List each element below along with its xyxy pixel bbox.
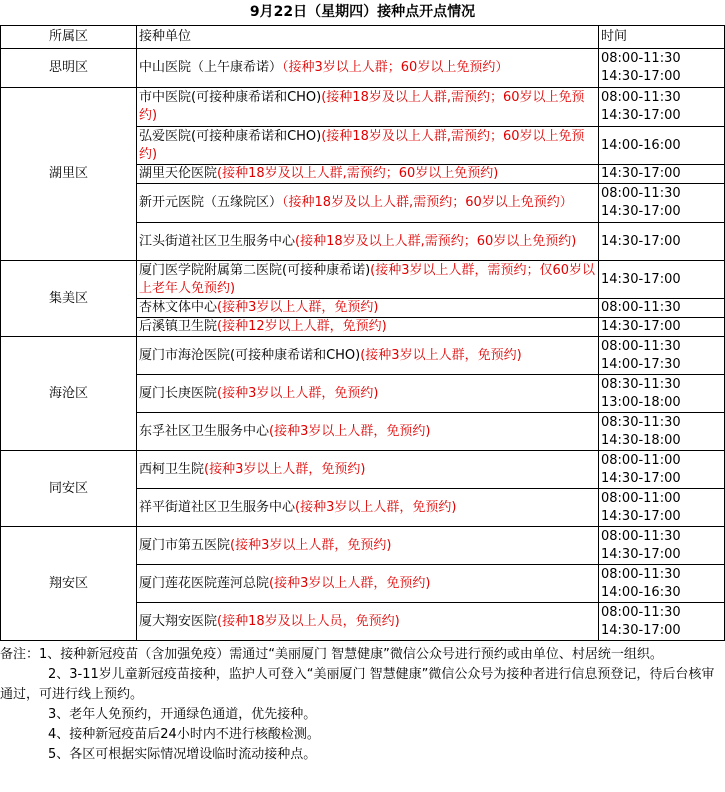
time-cell — [599, 527, 725, 565]
note-1: 备注：1、接种新冠疫苗（含加强免疫）需通过“美丽厦门 智慧健康”微信公众号进行预约或由单位、村居统一组织。 — [0, 647, 663, 662]
site-note: (接种3岁以上人群，免预约) — [269, 423, 431, 439]
site-note: (接种3岁以上人群，免预约) — [230, 537, 392, 553]
time-cell — [599, 603, 725, 641]
time-cell — [599, 165, 725, 184]
column-header-time: 时间 — [599, 26, 725, 49]
site-note: (接种18岁及以上人群,需预约；60岁以上免预约) — [217, 166, 499, 181]
site-note: (接种18岁及以上人群,需预约；60岁以上免预约) — [139, 128, 585, 162]
time-cell — [599, 88, 725, 127]
time-slot: 08:00-11:30 — [601, 604, 681, 620]
time-cell — [599, 565, 725, 603]
site-cell — [137, 337, 599, 375]
site-name: 厦门市第五医院 — [139, 537, 231, 553]
time-slot: 08:00-11:30 — [601, 90, 681, 105]
header-row — [1, 26, 725, 49]
time-slot: 08:00-11:00 — [601, 452, 681, 468]
note-5: 5、各区可根据实际情况增设临时流动接种点。 — [48, 747, 317, 762]
column-header-district: 所属区 — [1, 26, 137, 49]
time-cell — [599, 261, 725, 299]
site-cell — [137, 603, 599, 641]
time-slot: 14:30-17:00 — [601, 622, 681, 638]
site-note: （接种3岁以上人群；60岁以上免预约） — [282, 60, 509, 75]
site-cell — [137, 527, 599, 565]
time-slot: 14:30-17:00 — [601, 470, 681, 486]
time-cell — [599, 489, 725, 527]
site-name: 厦门医学院附属第二医院(可接种康希诺) — [139, 262, 371, 278]
site-cell — [137, 565, 599, 603]
site-cell — [137, 451, 599, 489]
site-cell — [137, 299, 599, 318]
time-slot: 08:00-11:30 — [601, 51, 681, 66]
site-note: (接种3岁以上人群，免预约) — [360, 347, 522, 363]
site-note: (接种3岁以上人群，免预约) — [295, 499, 457, 515]
site-note: (接种3岁以上人群，免预约) — [269, 575, 431, 591]
site-name: 杏林文体中心 — [139, 300, 218, 315]
time-slot: 08:00-11:00 — [601, 490, 681, 506]
site-cell — [137, 165, 599, 184]
time-slot: 14:30-18:00 — [601, 432, 681, 448]
time-cell — [599, 127, 725, 165]
time-slot: 14:30-17:00 — [601, 271, 681, 287]
site-note: (接种18岁及以上人群,需预约；60岁以上免预约) — [139, 90, 585, 123]
district-cell: 翔安区 — [1, 527, 137, 641]
site-note: (接种3岁以上人群，免预约) — [204, 461, 366, 477]
table-row — [1, 88, 725, 127]
site-name: 祥平街道社区卫生服务中心 — [139, 499, 296, 515]
vaccination-sites-table — [0, 25, 725, 641]
time-cell — [599, 375, 725, 413]
site-name: 厦大翔安医院 — [139, 613, 218, 629]
time-cell — [599, 184, 725, 223]
district-cell: 海沧区 — [1, 337, 137, 451]
site-note: （接种18岁及以上人群,需预约；60岁以上免预约） — [282, 195, 573, 210]
site-name: 厦门长庚医院 — [139, 385, 218, 401]
site-name: 东孚社区卫生服务中心 — [139, 423, 270, 439]
time-cell — [599, 451, 725, 489]
time-slot: 08:00-11:30 — [601, 338, 681, 354]
time-slot: 13:00-18:00 — [601, 394, 681, 410]
district-cell: 同安区 — [1, 451, 137, 527]
time-slot: 08:00-11:30 — [601, 528, 681, 544]
time-cell — [599, 337, 725, 375]
time-slot: 14:00-16:00 — [601, 137, 681, 153]
district-cell: 集美区 — [1, 261, 137, 337]
time-slot: 08:30-11:30 — [601, 414, 681, 430]
site-note: (接种18岁及以上人群,需预约；60岁以上免预约) — [295, 233, 577, 249]
site-name: 厦门市海沧医院(可接种康希诺和CHO) — [139, 347, 361, 363]
time-cell — [599, 299, 725, 318]
time-cell — [599, 318, 725, 337]
district-cell: 湖里区 — [1, 88, 137, 261]
site-note: (接种18岁及以上人员，免预约) — [217, 613, 400, 629]
site-name: 中山医院（上午康希诺） — [139, 60, 283, 75]
site-name: 厦门莲花医院莲河总院 — [139, 575, 270, 591]
time-slot: 08:00-11:30 — [601, 566, 681, 582]
site-note: (接种12岁以上人群，免预约) — [217, 319, 387, 334]
time-slot: 14:00-17:30 — [601, 356, 681, 372]
site-cell — [137, 413, 599, 451]
time-slot: 08:00-11:30 — [601, 186, 681, 201]
site-name: 后溪镇卫生院 — [139, 319, 218, 334]
site-name: 江头街道社区卫生服务中心 — [139, 233, 296, 249]
site-cell — [137, 127, 599, 165]
time-slot: 08:30-11:30 — [601, 376, 681, 392]
site-name: 弘爱医院(可接种康希诺和CHO) — [139, 128, 322, 144]
site-name: 湖里天伦医院 — [139, 166, 218, 181]
time-slot: 14:30-17:00 — [601, 319, 681, 334]
table-row — [1, 451, 725, 489]
column-header-unit: 接种单位 — [137, 26, 599, 49]
table-row — [1, 527, 725, 565]
site-note: (接种3岁以上人群，免预约) — [217, 300, 379, 315]
table-row — [1, 49, 725, 88]
note-4: 4、接种新冠疫苗后24小时内不进行核酸检测。 — [48, 727, 320, 742]
site-name: 市中医院(可接种康希诺和CHO) — [139, 90, 322, 105]
time-cell — [599, 413, 725, 451]
site-name: 西柯卫生院 — [139, 461, 205, 477]
table-row — [1, 261, 725, 299]
time-slot: 14:30-17:00 — [601, 69, 681, 84]
site-cell — [137, 318, 599, 337]
site-note: (接种3岁以上人群，免预约) — [217, 385, 379, 401]
note-2: 2、3-11岁儿童新冠疫苗接种，监护人可登入“美丽厦门 智慧健康”微信公众号为接种者进行信息预登记，待后台核审通过，可进行线上预约。 — [0, 667, 715, 702]
site-name: 新开元医院（五缘院区） — [139, 195, 283, 210]
page-title: 9月22日（星期四）接种点开点情况 — [249, 4, 476, 20]
site-note: (接种3岁以上人群，需预约；仅60岁以上老年人免预约) — [139, 262, 596, 296]
table-row — [1, 337, 725, 375]
notes-section — [0, 645, 722, 765]
site-cell — [137, 49, 599, 88]
note-3: 3、老年人免预约，开通绿色通道，优先接种。 — [48, 707, 317, 722]
site-cell — [137, 88, 599, 127]
site-cell — [137, 375, 599, 413]
district-cell: 思明区 — [1, 49, 137, 88]
time-slot: 14:30-17:00 — [601, 108, 681, 123]
time-slot: 14:30-17:00 — [601, 204, 681, 219]
time-slot: 14:30-17:00 — [601, 508, 681, 524]
time-cell — [599, 223, 725, 261]
time-slot: 14:30-17:00 — [601, 233, 681, 249]
site-cell — [137, 489, 599, 527]
time-slot: 14:30-17:00 — [601, 166, 681, 181]
time-cell — [599, 49, 725, 88]
site-cell — [137, 261, 599, 299]
site-cell — [137, 184, 599, 223]
time-slot: 08:00-11:30 — [601, 300, 681, 315]
time-slot: 14:00-16:30 — [601, 584, 681, 600]
time-slot: 14:30-17:00 — [601, 546, 681, 562]
site-cell — [137, 223, 599, 261]
